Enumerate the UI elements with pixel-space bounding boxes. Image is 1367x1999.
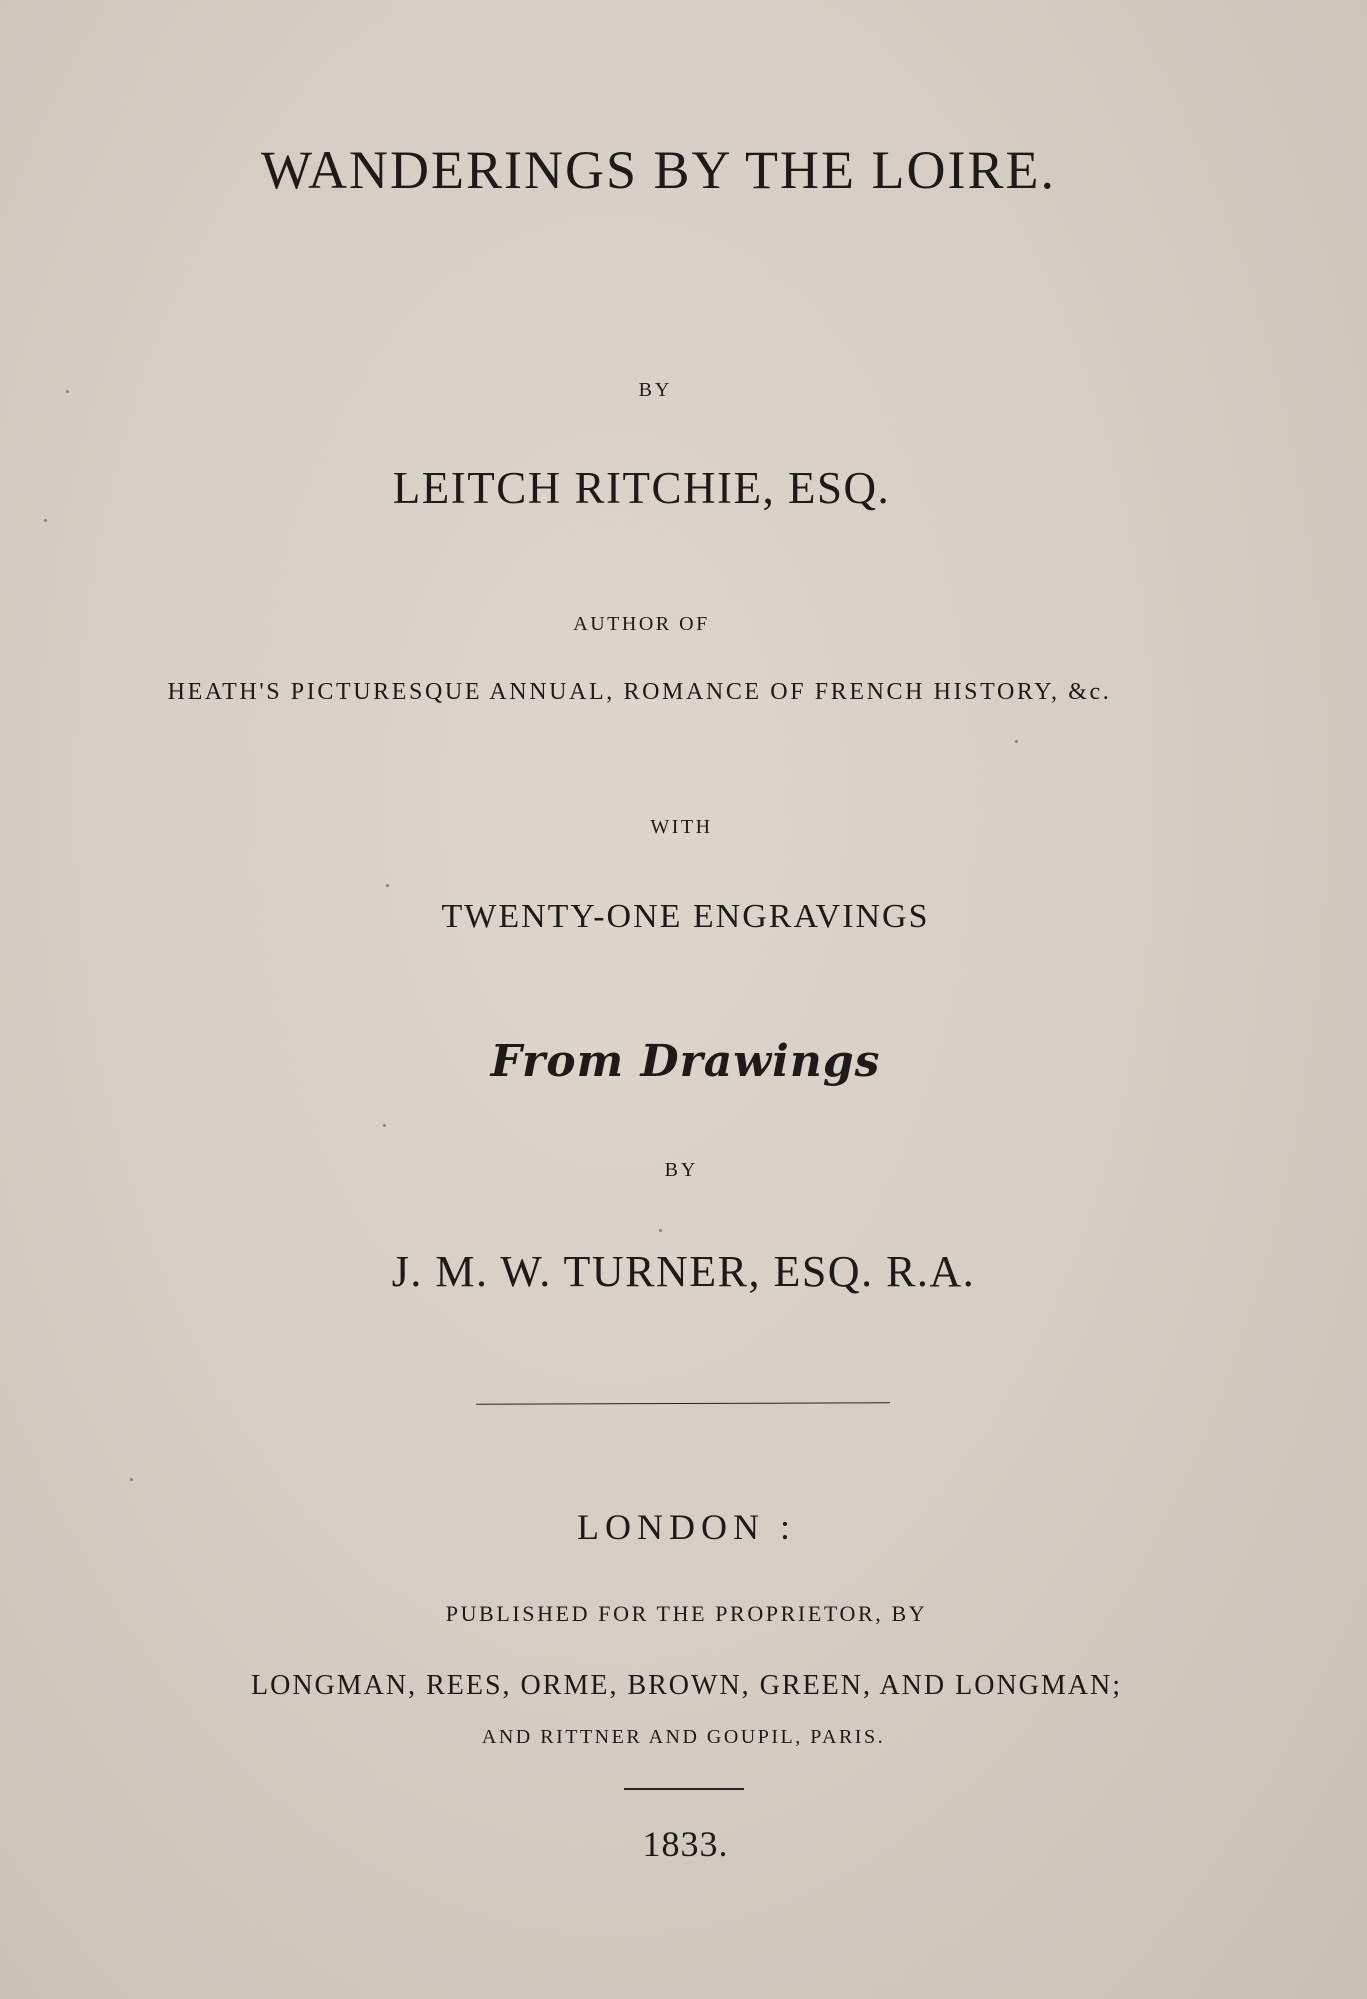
artist-name: J. M. W. TURNER, ESQ. R.A.: [391, 1247, 976, 1296]
paper-speck: [659, 1229, 662, 1232]
imprint-publishers: LONGMAN, REES, ORME, BROWN, GREEN, AND LONGMAN;: [251, 1670, 1122, 1701]
divider-rule-long: [476, 1402, 890, 1404]
imprint-year: 1833.: [642, 1824, 729, 1864]
book-title: WANDERINGS BY THE LOIRE.: [261, 140, 1056, 200]
paper-speck: [44, 519, 47, 522]
by-label-author: BY: [638, 379, 673, 401]
paper-speck: [1015, 740, 1018, 743]
engravings-count: TWENTY-ONE ENGRAVINGS: [441, 898, 930, 935]
by-label-artist: BY: [664, 1159, 699, 1181]
imprint-published-for: PUBLISHED FOR THE PROPRIETOR, BY: [445, 1601, 928, 1626]
author-name: LEITCH RITCHIE, ESQ.: [392, 463, 891, 513]
with-label: WITH: [650, 816, 713, 838]
imprint-co-publishers: AND RITTNER AND GOUPIL, PARIS.: [481, 1726, 886, 1748]
paper-speck: [386, 884, 389, 887]
author-works: HEATH'S PICTURESQUE ANNUAL, ROMANCE OF FRENCH HISTORY, &c.: [167, 679, 1112, 705]
paper-speck: [130, 1478, 133, 1481]
paper-speck: [383, 1124, 386, 1127]
from-drawings-blackletter: From Drawings: [490, 1036, 881, 1087]
author-of-label: AUTHOR OF: [573, 613, 710, 635]
divider-rule-short: [624, 1788, 744, 1790]
paper-speck: [66, 390, 69, 393]
imprint-city: LONDON :: [577, 1507, 796, 1547]
